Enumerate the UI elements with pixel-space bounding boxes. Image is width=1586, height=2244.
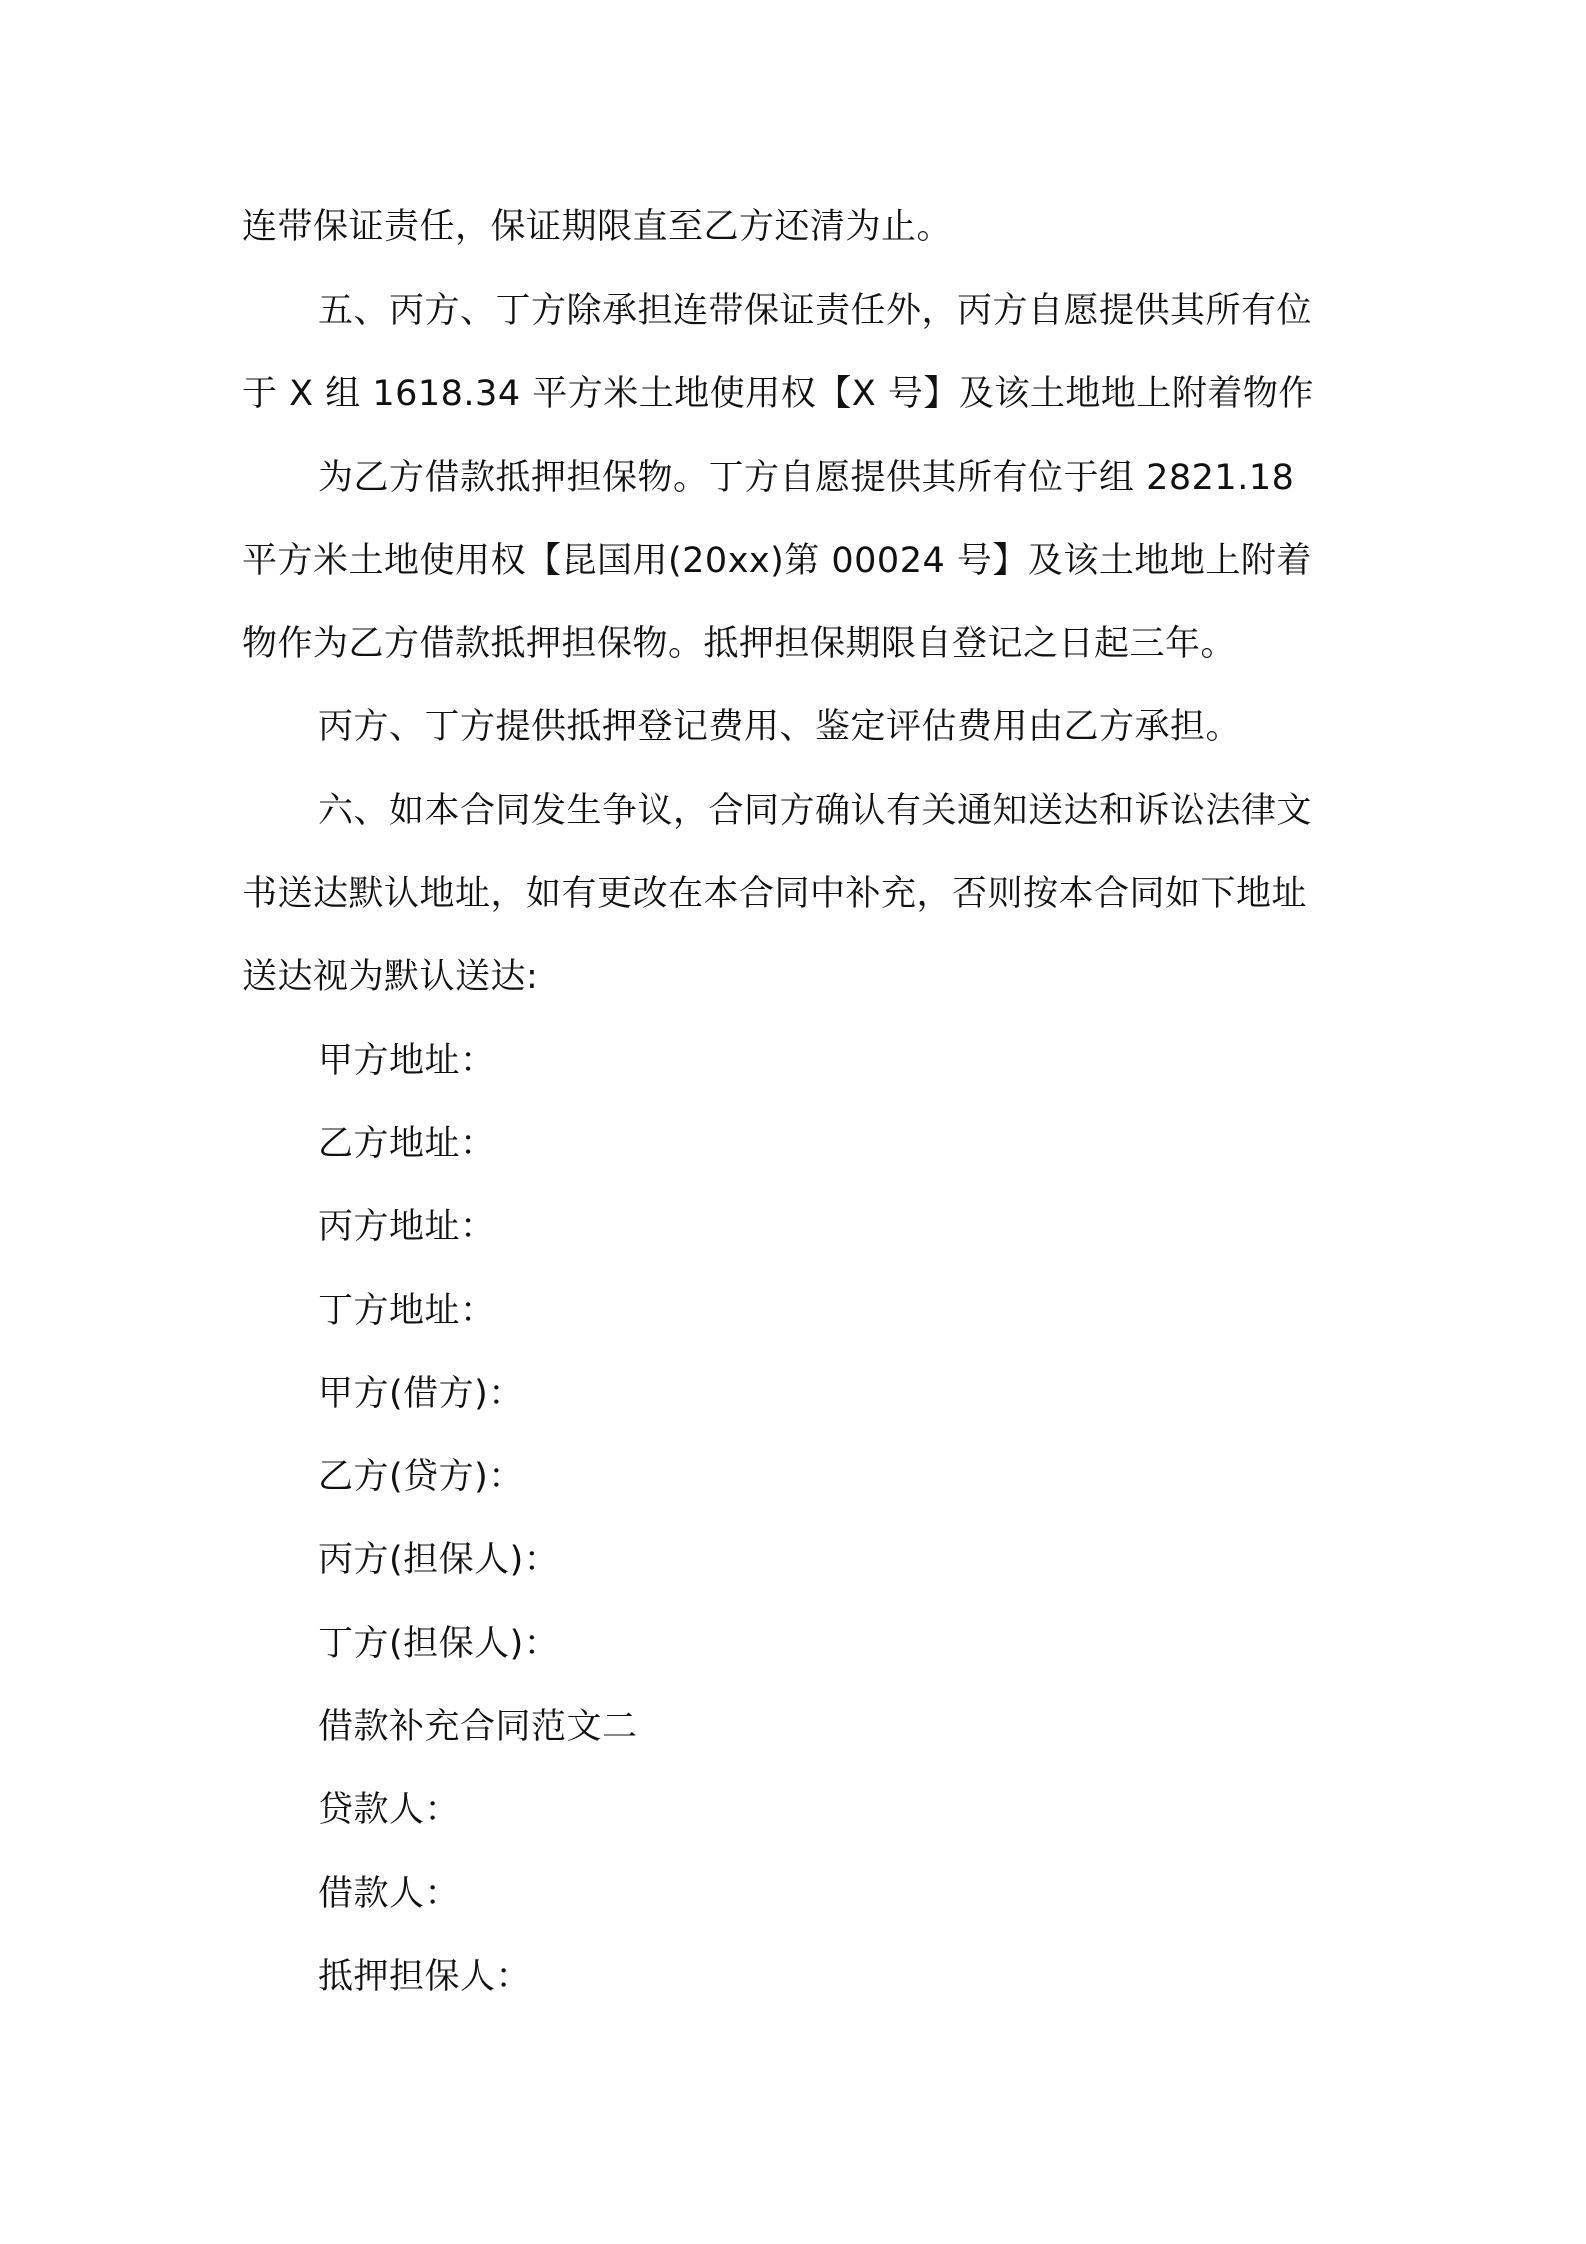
- paragraph-line: 为乙方借款抵押担保物。丁方自愿提供其所有位于组 2821.18: [318, 458, 1295, 498]
- paragraph-line: 六、如本合同发生争议，合同方确认有关通知送达和诉讼法律文: [318, 791, 1313, 831]
- address-label-party-c: 丙方地址：: [318, 1207, 496, 1247]
- paragraph-line: 书送达默认地址，如有更改在本合同中补充，否则按本合同如下地址: [242, 874, 1308, 914]
- signature-label-guarantor-c: 丙方(担保人)：: [318, 1540, 560, 1580]
- signature-label-lender: 乙方(贷方)：: [318, 1457, 524, 1497]
- paragraph-line: 送达视为默认送达:: [242, 957, 539, 997]
- address-label-party-a: 甲方地址：: [318, 1041, 496, 1081]
- paragraph-line: 连带保证责任，保证期限直至乙方还清为止。: [242, 207, 953, 247]
- party-label-borrower: 借款人：: [318, 1874, 461, 1914]
- signature-label-guarantor-d: 丁方(担保人)：: [318, 1624, 560, 1664]
- address-label-party-d: 丁方地址：: [318, 1291, 496, 1331]
- paragraph-line: 于 X 组 1618.34 平方米土地使用权【X 号】及该土地地上附着物作: [242, 374, 1314, 414]
- paragraph-line: 物作为乙方借款抵押担保物。抵押担保期限自登记之日起三年。: [242, 624, 1237, 664]
- party-label-lender: 贷款人：: [318, 1790, 461, 1830]
- paragraph-line: 五、丙方、丁方除承担连带保证责任外，丙方自愿提供其所有位: [318, 291, 1313, 331]
- party-label-mortgage-guarantor: 抵押担保人：: [318, 1957, 532, 1997]
- address-label-party-b: 乙方地址：: [318, 1124, 496, 1164]
- section-heading: 借款补充合同范文二: [318, 1707, 638, 1747]
- paragraph-line: 丙方、丁方提供抵押登记费用、鉴定评估费用由乙方承担。: [318, 707, 1242, 747]
- paragraph-line: 平方米土地使用权【昆国用(20xx)第 00024 号】及该土地地上附着: [242, 541, 1312, 581]
- signature-label-borrower: 甲方(借方)：: [318, 1374, 524, 1414]
